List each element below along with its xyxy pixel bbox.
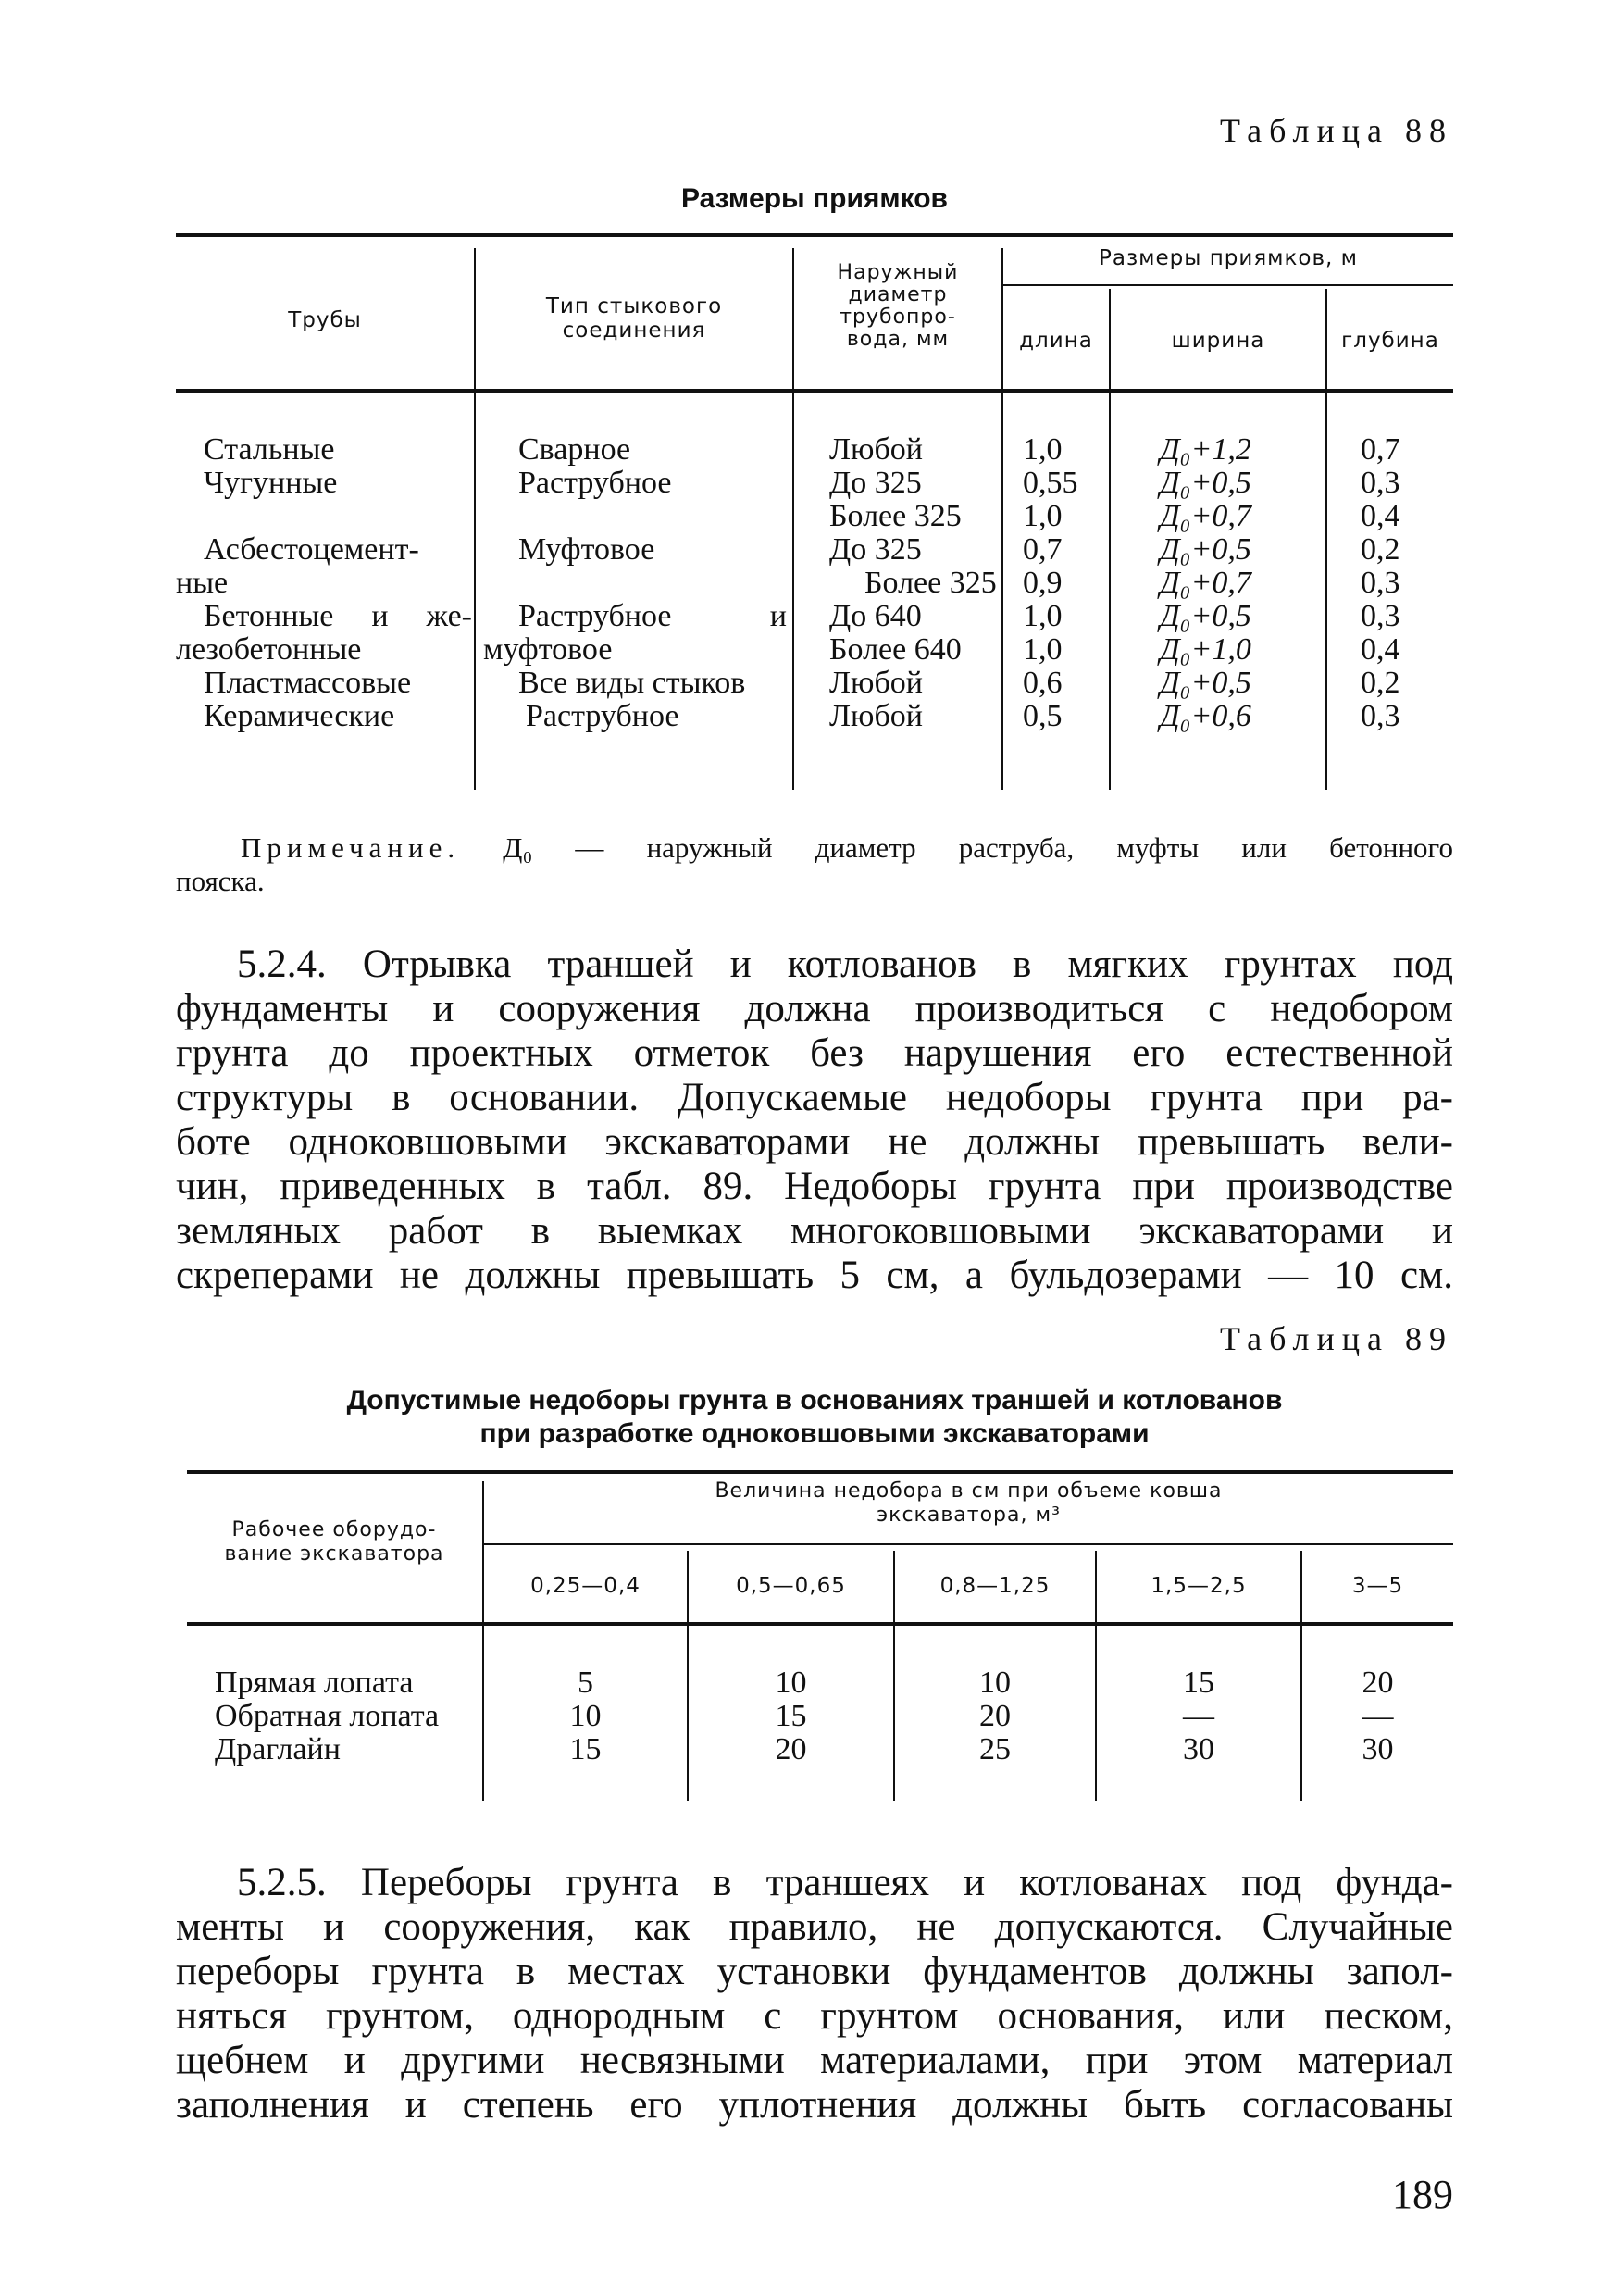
depth-value: 0,3	[1361, 699, 1400, 733]
paragraph-line: чин, приведенных в табл. 89. Недоборы грунта при производстве	[176, 1165, 1453, 1208]
diameter-value: До 325	[829, 466, 922, 500]
pipes-column	[176, 433, 472, 733]
shortfall-value: 15	[1183, 1666, 1214, 1700]
paragraph-line: боте одноковшовыми экскаваторами не должны превышать вели-	[176, 1120, 1453, 1164]
pipe-type: ные	[176, 566, 229, 600]
length-value: 1,0	[1023, 499, 1063, 533]
pipe-type: Чугунные	[204, 466, 338, 500]
column-divider	[1109, 289, 1111, 790]
table-header-rule	[187, 1622, 1453, 1626]
joint-column	[483, 433, 787, 733]
header-volume-2: 0,5—0,65	[736, 1574, 846, 1598]
diameter-value: Любой	[829, 432, 923, 467]
table-88-note	[176, 831, 1453, 898]
note-label: Примечание.	[241, 831, 461, 864]
volume-3-column	[895, 1666, 1095, 1766]
header-volume-4: 1,5—2,5	[1151, 1574, 1247, 1598]
diameter-column	[829, 433, 997, 733]
table-header-rule	[176, 389, 1453, 393]
width-value: Д₀+0,5	[1160, 466, 1251, 500]
diameter-value: До 640	[829, 599, 922, 633]
column-divider	[1325, 289, 1327, 790]
width-value: Д₀+0,7	[1160, 499, 1251, 533]
pipe-type	[176, 500, 472, 533]
header-joint-type: Тип стыкового соединения	[545, 294, 723, 343]
paragraph-line: 5.2.5. Переборы грунта в траншеях и котлованах под фунда-	[237, 1861, 1453, 1904]
width-value: Д₀+0,6	[1160, 699, 1251, 733]
shortfall-value: 5	[578, 1666, 593, 1700]
header-length: длина	[1019, 329, 1093, 353]
diameter-value: Более 325	[864, 566, 997, 600]
joint-type	[483, 567, 787, 600]
volume-5-column	[1302, 1666, 1453, 1766]
header-sizes-group: Размеры приямков, м	[1098, 246, 1359, 270]
paragraph-line: скреперами не должны превышать 5 см, а бульдозерами — 10 см.	[176, 1254, 1453, 1297]
diameter-value: Любой	[829, 699, 923, 733]
diameter-value: Любой	[829, 666, 923, 700]
depth-value: 0,3	[1361, 566, 1400, 600]
width-value: Д₀+0,5	[1160, 532, 1251, 567]
note-text-continued: пояска.	[176, 865, 265, 897]
shortfall-value: —	[1183, 1699, 1214, 1733]
table-89-title: Допустимые недоборы грунта в основаниях траншей и котлованов при разработке одноковшовыми экскаваторами	[346, 1385, 1283, 1449]
header-outer-diameter: Наружный диаметр трубопро- вода, мм	[837, 261, 959, 351]
width-value: Д₀+1,2	[1160, 432, 1251, 467]
diameter-value: Более 640	[829, 632, 962, 667]
table-top-rule	[187, 1470, 1453, 1474]
header-pipes: Трубы	[288, 308, 362, 332]
shortfall-value: 10	[979, 1666, 1011, 1700]
diameter-value: Более 325	[829, 499, 962, 533]
length-value: 1,0	[1023, 632, 1063, 667]
header-volume-1: 0,25—0,4	[530, 1574, 641, 1598]
header-width: ширина	[1171, 329, 1265, 353]
pipe-type: Стальные	[204, 432, 335, 467]
joint-type: Раструбное и	[518, 599, 787, 633]
shortfall-value: 10	[775, 1666, 807, 1700]
joint-type: Муфтовое	[518, 532, 655, 567]
width-column	[1160, 433, 1251, 733]
length-value: 0,9	[1023, 566, 1063, 600]
shortfall-value: 15	[569, 1732, 602, 1766]
header-volume-group: Величина недобора в см при объеме ковша экскаватора, м³	[715, 1479, 1223, 1527]
width-value: Д₀+0,7	[1160, 566, 1251, 600]
pipe-type: Бетонные и же-	[204, 599, 472, 633]
equipment-name: Обратная лопата	[215, 1699, 440, 1733]
length-value: 1,0	[1023, 599, 1063, 633]
equipment-name: Драглайн	[215, 1732, 341, 1766]
depth-value: 0,2	[1361, 532, 1400, 567]
paragraph-line: 5.2.4. Отрывка траншей и котлованов в мягких грунтах под	[237, 942, 1453, 986]
column-divider	[474, 248, 476, 790]
shortfall-value: 20	[1362, 1666, 1394, 1700]
joint-type: Сварное	[518, 432, 631, 467]
diameter-value: До 325	[829, 532, 922, 567]
depth-value: 0,4	[1361, 499, 1400, 533]
paragraph-5-2-5	[176, 1861, 1453, 2128]
page-number: 189	[1392, 2172, 1453, 2217]
pipe-type: лезобетонные	[176, 632, 362, 667]
volume-4-column	[1097, 1666, 1300, 1766]
table-subheader-rule	[1001, 284, 1453, 286]
shortfall-value: —	[1362, 1699, 1394, 1733]
table-88-label: Таблица 88	[1220, 112, 1453, 149]
paragraph-line: менты и сооружения, как правило, не допускаются. Случайные	[176, 1905, 1453, 1949]
paragraph-line: структуры в основании. Допускаемые недоборы грунта при ра-	[176, 1076, 1453, 1119]
pipe-type: Керамические	[204, 699, 395, 733]
header-volume-3: 0,8—1,25	[939, 1574, 1051, 1598]
pipe-type: Асбестоцемент-	[204, 532, 419, 567]
length-value: 0,5	[1023, 699, 1063, 733]
length-value: 1,0	[1023, 432, 1063, 467]
depth-value: 0,7	[1361, 432, 1400, 467]
table-top-rule	[176, 233, 1453, 237]
length-column	[1023, 433, 1078, 733]
width-value: Д₀+1,0	[1160, 632, 1251, 667]
joint-type: Все виды стыков	[518, 666, 746, 700]
paragraph-line: щебнем и другими несвязными материалами, при этом материал	[176, 2039, 1453, 2082]
shortfall-value: 15	[775, 1699, 807, 1733]
equipment-column	[215, 1666, 439, 1766]
paragraph-line: земляных работ в выемках многоковшовыми экскаваторами и	[176, 1209, 1453, 1253]
joint-type: муфтовое	[483, 632, 613, 667]
table-88-title: Размеры приямков	[681, 183, 948, 214]
paragraph-line: переборы грунта в местах установки фундаментов должны запол-	[176, 1950, 1453, 1993]
note-text: Д₀ — наружный диаметр раструба, муфты или бетонного	[503, 831, 1454, 864]
volume-2-column	[689, 1666, 893, 1766]
length-value: 0,55	[1023, 466, 1078, 500]
paragraph-line: грунта до проектных отметок без нарушения его естественной	[176, 1031, 1453, 1075]
depth-value: 0,3	[1361, 599, 1400, 633]
depth-value: 0,4	[1361, 632, 1400, 667]
header-depth: глубина	[1341, 329, 1439, 353]
header-volume-5: 3—5	[1351, 1574, 1404, 1598]
shortfall-value: 20	[979, 1699, 1011, 1733]
shortfall-value: 25	[979, 1732, 1011, 1766]
shortfall-value: 30	[1362, 1732, 1394, 1766]
pipe-type: Пластмассовые	[204, 666, 412, 700]
width-value: Д₀+0,5	[1160, 666, 1251, 700]
shortfall-value: 10	[569, 1699, 602, 1733]
paragraph-line: заполнения и степень его уплотнения должны быть согласованы	[176, 2083, 1453, 2127]
joint-type	[483, 500, 787, 533]
shortfall-value: 20	[775, 1732, 807, 1766]
joint-type: Раструбное	[526, 699, 679, 733]
length-value: 0,7	[1023, 532, 1063, 567]
volume-1-column	[484, 1666, 687, 1766]
depth-value: 0,3	[1361, 466, 1400, 500]
table-89-label: Таблица 89	[1220, 1320, 1453, 1357]
length-value: 0,6	[1023, 666, 1063, 700]
paragraph-5-2-4	[176, 942, 1453, 1298]
depth-column	[1361, 433, 1400, 733]
equipment-name: Прямая лопата	[215, 1666, 414, 1700]
table-subheader-rule	[484, 1543, 1453, 1545]
paragraph-line: фундаменты и сооружения должна производиться с недобором	[176, 987, 1453, 1030]
width-value: Д₀+0,5	[1160, 599, 1251, 633]
shortfall-value: 30	[1183, 1732, 1214, 1766]
joint-type: Раструбное	[518, 466, 672, 500]
header-equipment: Рабочее оборудо- вание экскаватора	[224, 1518, 444, 1566]
paragraph-line: няться грунтом, однородным с грунтом основания, или песком,	[176, 1994, 1453, 2038]
depth-value: 0,2	[1361, 666, 1400, 700]
